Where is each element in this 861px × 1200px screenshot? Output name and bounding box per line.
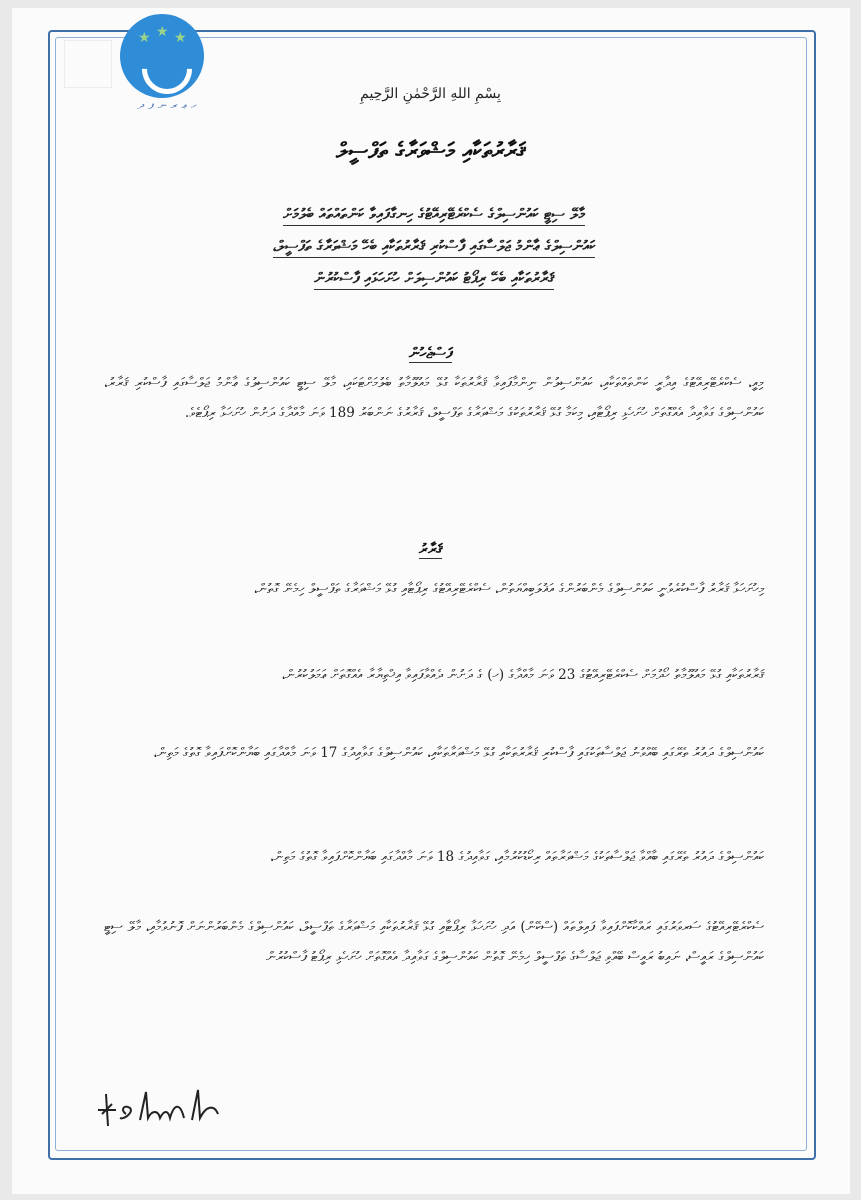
logo-emblem-script: ހ ޢ ރ ނ ފ ދ <box>137 98 197 112</box>
list-item: ޤަރާރުތަކާއި ގުޅޭ މައުލޫމާތު ހޯދުމަށް ސެކްރެޓޭރިއޭޓުގެ 23 ވަނަ މާއްދާގެ (ހ) ގެ ދަށުން ދެއްވާފައިވާ އިޚްތިޔާރާ އެއްގޮތަށް ޢަމަލުކުރުން، <box>281 667 764 683</box>
list-item: ކައުންސިލްގެ ދައުރު ތެރޭގައި ބޭއްވުނު ޖަލްސާތަކުގައި ފާސްކުރި ޤަރާރުތަކާއި ގުޅޭ މަޝްވަރާތަކާއި، ކައުންސިލްގެ ގަވާއިދުގެ 17 ވަނަ މާއްދާގައި ބަޔާންކޮށްފައިވާ ގޮތުގެ މަތިން، <box>153 745 764 761</box>
list-item: ސެކްރެޓޭރިއޭޓުގެ ސަރވަރުގައި ރައްކާކޮށްފައިވާ ފައިލްތައް (ސްކޭން) އަދި ހުށަހަޅާ ރިޕޯޓާއި ގުޅޭ ޤަރާރުތަކާއި މަޝްވަރާގެ ތަފްސީލް، ކައުންސިލްގެ މެންބަރުންނަށް ފޮނުވުމާއި، މާލޭ ސިޓީ ކައުންސިލްގެ ރައީސް، ނައިބު ރައީސް ބޭއްވި ޖަލްސާގެ ތަފްސީލް ހިމެނޭ ގޮތުން ކައުންސިލްގެ ގަވާއިދާ އެއްގޮތަށް ހުށަހެޅި ރިޕޯޓު ފާސްކުރުން <box>104 919 764 965</box>
star-icon: ★ <box>138 30 151 46</box>
section-heading <box>0 344 861 362</box>
star-icon: ★ <box>174 30 187 46</box>
section-heading <box>0 540 861 558</box>
section-heading-text: ޤަރާރު <box>418 540 443 558</box>
section-paragraph: މިއީ، ސެކްރެޓޭރިއޭޓުގެ އިދާރީ ކަންތައްތަކާއި، ކައުންސިލުން ނިންމާފައިވާ ޤަރާރުތަކާ ގުޅޭ މައުލޫމާތު ބެލުމަށްޓަކައި، މާލޭ ސިޓީ ކައުންސިލުގެ ޢާންމު ޖަލްސާގައި ފާސްކުރި ޤަރާރު، ކައުންސިލްގެ ގަވާއިދާ އެއްގޮތަށް ހުށަހެޅި ރިޕޯޓާއި، މިކަމާ ގުޅޭ ޤަރާރުތަކުގެ މަޝްވަރާގެ ތަފްސީލް، ޤަރާރުގެ ނަންބަރު 189 ވަނަ މާއްދާގެ ދަށުން ހުށަހަޅާ ރިޕޯޓެވެ. <box>104 375 764 421</box>
bismillah: بِسْمِ اللهِ الرَّحْمٰنِ الرَّحِيمِ <box>360 86 501 102</box>
intro-line: ޤަރާރުތަކާއި ބެހޭ ރިޕޯޓު ކައުންސިލަށް ހުށަހަޅައި ފާސްކުރުން <box>314 269 554 290</box>
intro-block <box>104 198 764 294</box>
intro-line: ކައުންސިލްގެ ޢާންމު ޖަލްސާގައި ފާސްކުރި ޤަރާރުތަކާއި ބެހޭ މަޝްވަރާގެ ތަފްސީލް، <box>273 237 596 258</box>
star-icon: ★ <box>156 24 169 40</box>
signature-icon <box>94 1074 264 1134</box>
list-item: މިހުށަހަޅާ ޤަރާރު ފާސްކުރެވުނީ ކައުންސިލްގެ މެންބަރުންގެ އަޣުލަބިއްޔަތުން، ސެކްރެޓޭރިއޭޓުގެ ރިޕޯޓާއި ގުޅޭ މަޝްވަރާގެ ތަފްސީލް ހިމެނޭ ގޮތުން، <box>253 581 764 597</box>
page-title: ޤަރާރުތަކާއި މަޝްވަރާގެ ތަފްސީލް <box>336 138 525 164</box>
section-heading-text: ފަސްޖެހުން <box>408 344 453 362</box>
intro-line: މާލޭ ސިޓީ ކައުންސިލްގެ ސެކްރެޓޭރިއޭޓުގެ ހިނގާފައިވާ ކަންތައްތައް ބެލުމަށް <box>283 205 585 226</box>
list-item: ކައުންސިލްގެ ދައުރު ތެރޭގައި ބާއްވާ ޖަލްސާތަކުގެ މަޝްވަރާތައް ރިކޯޑުކުރުމާއި، ގަވާއިދުގެ 18 ވަނަ މާއްދާގައި ބަޔާންކޮށްފައިވާ ގޮތުގެ މަތިން، <box>270 849 764 865</box>
